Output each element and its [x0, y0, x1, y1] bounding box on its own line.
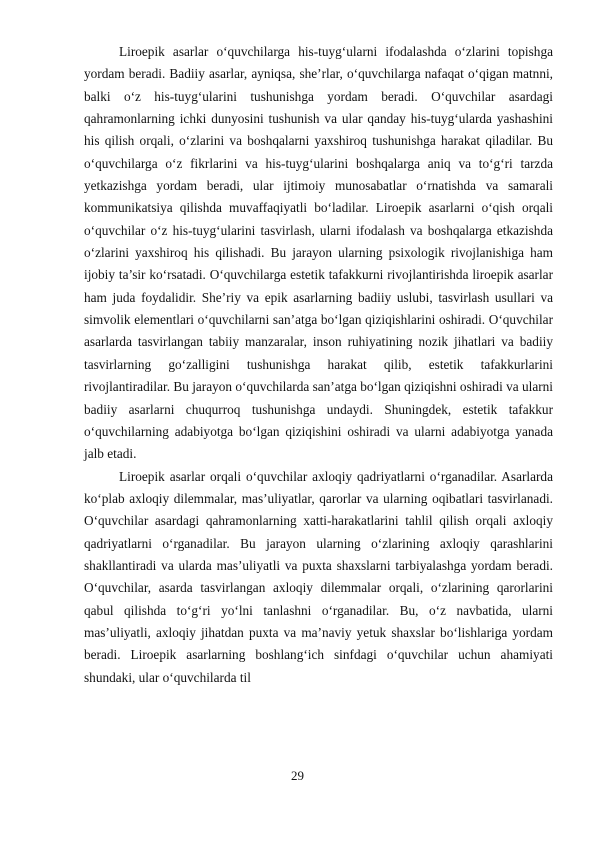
document-body: [84, 41, 553, 689]
page-number: 29: [291, 768, 304, 783]
paragraph-1: Liroepik asarlar o‘quvchilarga his-tuyg‘ularni ifodalashda o‘zlarini topishga yordam beradi. Badiiy asarlar, ayniqsa, she’rlar, o‘quvchilarga nafaqat o‘qigan matnni, balki o‘z his-tuyg‘ularini tushunishga yordam beradi. O‘quvchilar asardagi qahramonlarning ichki dunyosini tushunish va ular qanday his-tuyg‘ularda yashashini his qilish orqali, o‘zlarini va boshqalarni yaxshiroq tushunishga harakat qiladilar. Bu o‘quvchilarga o‘z fikrlarini va his-tuyg‘ularini boshqalarga aniq va to‘g‘ri tarzda yetkazishga yordam beradi, ular ijtimoiy munosabatlar o‘rnatishda va samarali kommunikatsiya qilishda muvaffaqiyatli bo‘ladilar. Liroepik asarlarni o‘qish orqali o‘quvchilar o‘z his-tuyg‘ularini tasvirlash, ularni ifodalash va boshqalarga etkazishda o‘zlarini yaxshiroq his qilishadi. Bu jarayon ularning psixologik rivojlanishiga ham ijobiy ta’sir ko‘rsatadi. O‘quvchilarga estetik tafakkurni rivojlantirishda liroepik asarlar ham juda foydalidir. She’riy va epik asarlarning badiiy uslubi, tasvirlash usullari va simvolik elementlari o‘quvchilarni san’atga bo‘lgan qiziqishlarini oshiradi. O‘quvchilar asarlarda tasvirlangan tabiiy manzaralar, inson ruhiyatining nozik jihatlari va badiiy tasvirlarning go‘zalligini tushunishga harakat qilib, estetik tafakkurlarini rivojlantiradilar. Bu jarayon o‘quvchilarda san’atga bo‘lgan qiziqishni oshiradi va ularni badiiy asarlarni chuqurroq tushunishga undaydi. Shuningdek, estetik tafakkur o‘quvchilarning adabiyotga bo‘lgan qiziqishini oshiradi va ularni adabiyotga yanada jalb etadi.: [84, 44, 553, 462]
paragraph-2: Liroepik asarlar orqali o‘quvchilar axloqiy qadriyatlarni o‘rganadilar. Asarlarda ko‘plab axloqiy dilemmalar, mas’uliyatlar, qarorlar va ularning oqibatlari tasvirlanadi. O‘quvchilar asardagi qahramonlarning xatti-harakatlarini tahlil qilish orqali axloqiy qadriyatlarni o‘rganadilar. Bu jarayon ularning o‘zlarining axloqiy qarashlarini shakllantiradi va ularda mas’uliyatli va puxta shaxslarni tarbiyalashga yordam beradi. O‘quvchilar, asarda tasvirlangan axloqiy dilemmalar orqali, o‘zlarining qarorlarini qabul qilishda to‘g‘ri yo‘lni tanlashni o‘rganadilar. Bu, o‘z navbatida, ularni mas’uliyatli, axloqiy jihatdan puxta va ma’naviy yetuk shaxslar bo‘lishlariga yordam beradi. Liroepik asarlarning boshlang‘ich sinfdagi o‘quvchilar uchun ahamiyati shundaki, ular o‘quvchilarda til: [84, 468, 553, 685]
